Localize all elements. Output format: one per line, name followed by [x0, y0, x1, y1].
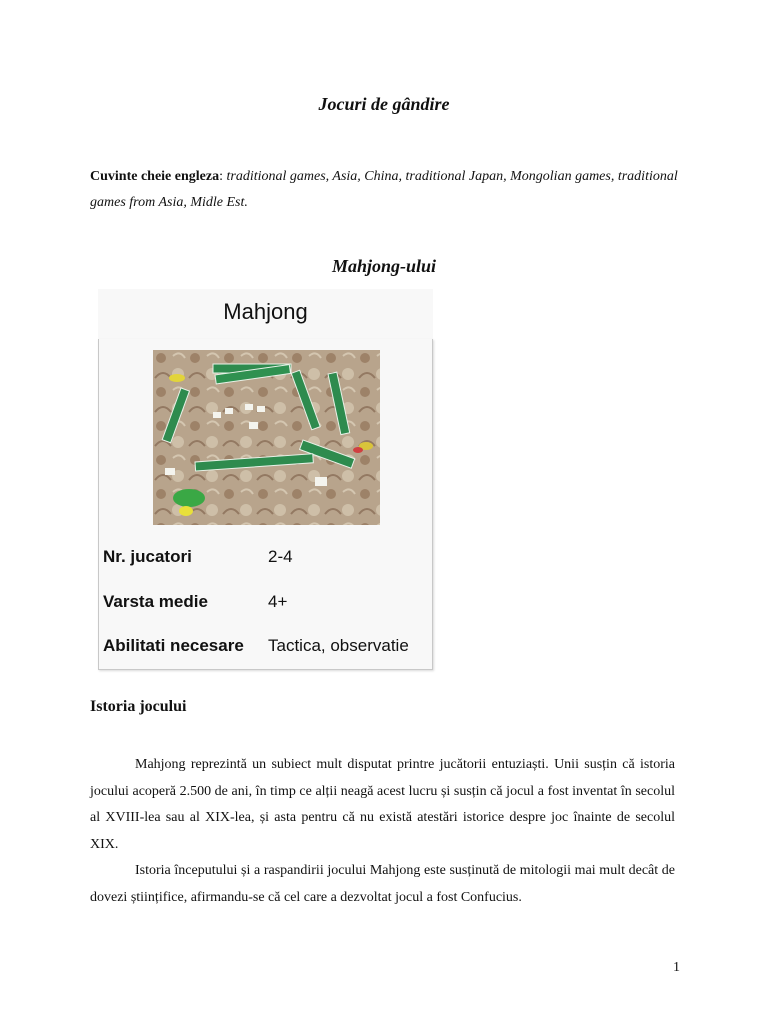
- skills-value: Tactica, observatie: [268, 636, 409, 655]
- players-value: 2-4: [268, 547, 293, 566]
- players-label: Nr. jucatori: [103, 547, 192, 566]
- infobox-title: Mahjong: [223, 299, 308, 324]
- age-label: Varsta medie: [103, 592, 208, 611]
- paragraph: Mahjong reprezintă un subiect mult disputat printre jucătorii entuziaști. Unii susțin că istoria jocului acoperă 2.500 de ani, în timp ce alții neagă acest lucru și susțin că jocul a fost inventat în secolul al XVIII-lea sau al XIX-lea, și asta pentru că nu există atestări istorice despre joc înainte de secolul XIX.: [90, 757, 675, 852]
- keywords-label: Cuvinte cheie engleza: [90, 169, 220, 184]
- section-subtitle: Mahjong-ului: [331, 256, 437, 276]
- body-text: [90, 752, 675, 911]
- page-title: Jocuri de gândire: [318, 94, 450, 114]
- keywords-separator: :: [219, 169, 227, 184]
- mahjong-infobox: [98, 289, 433, 669]
- paragraph: Istoria începutului și a raspandirii jocului Mahjong este susținută de mitologii mai mult decât de dovezi științifice, afirmandu-se că cel care a dezvoltat jocul a fost Confucius.: [90, 863, 675, 905]
- age-value: 4+: [268, 592, 288, 611]
- page-number: 1: [673, 960, 680, 975]
- infobox-header: [98, 289, 433, 339]
- keywords-paragraph: [90, 164, 690, 216]
- mahjong-tiles-photo: [153, 350, 380, 525]
- keywords-text: traditional games, Asia, China, traditional Japan, Mongolian games, traditional games from Asia, Midle Est: [90, 169, 678, 210]
- skills-label: Abilitati necesare: [103, 636, 244, 655]
- section-heading: Istoria jocului: [90, 698, 187, 715]
- keywords-end: .: [244, 195, 248, 210]
- infobox-body: [98, 339, 433, 670]
